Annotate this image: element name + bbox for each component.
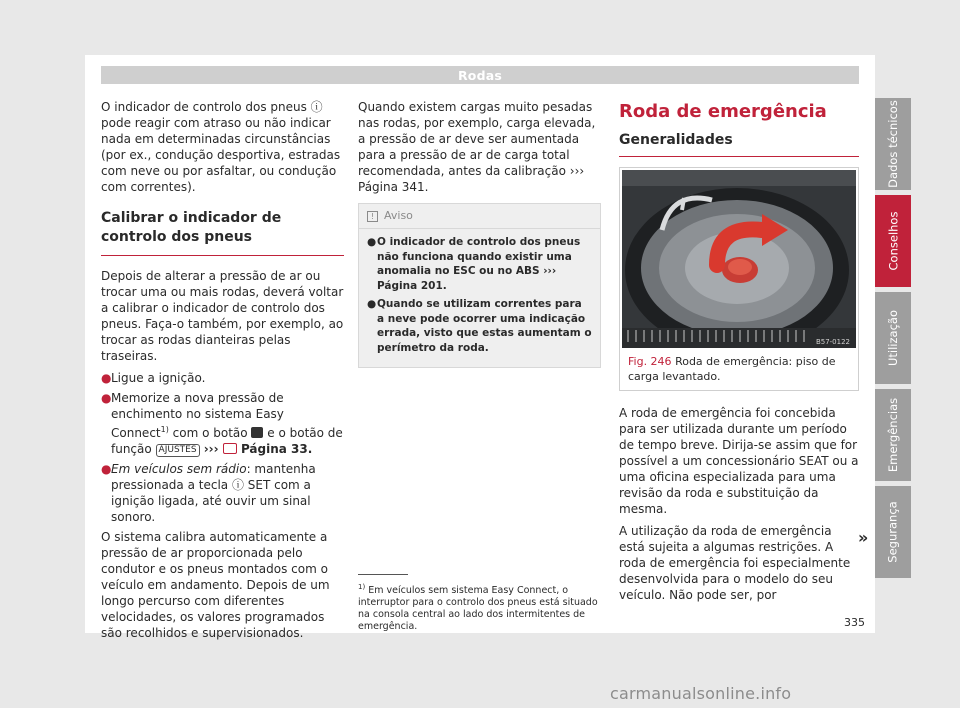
warning-icon: ! — [367, 211, 378, 222]
bullet-icon: ● — [101, 371, 112, 385]
footnote — [358, 581, 601, 633]
spare-wheel-photo — [622, 170, 856, 348]
figure-caption-text: Roda de emergência: piso de carga levantado. — [628, 355, 836, 383]
continue-marker: » — [858, 528, 869, 547]
book-icon — [223, 443, 237, 454]
warning-body — [359, 229, 600, 367]
ajustes-key: AJUSTES — [156, 444, 200, 457]
running-header — [101, 66, 859, 84]
warning-box — [358, 203, 601, 368]
paragraph-spare-intro: A roda de emergência foi concebida para ser utilizada durante um período de tempo breve. Dirija-se assim que for possível a um concessionário SEAT ou a uma oficina especializada para uma revisão da roda e substituição da mesma. — [619, 406, 859, 516]
car-button-icon — [251, 427, 263, 438]
bullet-icon: ● — [101, 462, 112, 476]
paragraph-spare-restrictions: A utilização da roda de emergência está sujeita a algumas restrições. A roda de emergência foi especialmente desenvolvida para o modelo do seu veículo. Não pode ser, por — [619, 524, 851, 602]
figure-label: Fig. 246 — [628, 355, 672, 368]
list-item: ● Ligue a ignição. — [101, 371, 206, 385]
list-item: ● Em veículos sem rádio: mantenha pressionada a tecla ⓘ SET com a ignição ligada, até ouvir um sinal sonoro. — [101, 462, 316, 524]
figure-code: B57-0122 — [815, 338, 850, 346]
list-item: ● Quando se utilizam correntes para a neve pode ocorrer uma indicação errada, visto que estas aumentam o perímetro da roda. — [367, 298, 592, 354]
bullet-icon: ● — [101, 391, 112, 405]
list-item: ● O indicador de controlo dos pneus não funciona quando existir uma anomalia no ESC ou no ABS ››› Página 201. — [367, 236, 581, 292]
paragraph-auto-calibrate: O sistema calibra automaticamente a pressão de ar proporcionada pelo condutor e os pneus montados com o veículo em andamento. Depois de um longo percurso com diferentes velocidades, os valores programados são recolhidos e supervisionados. — [101, 530, 330, 640]
warning-header — [359, 204, 600, 229]
footnote-ref[interactable]: 1) — [160, 425, 169, 434]
tab-emergencias[interactable]: Emergências — [875, 389, 911, 481]
running-header-title: Rodas — [457, 67, 503, 83]
page-link[interactable]: Página 33. — [236, 442, 313, 456]
tab-conselhos[interactable]: Conselhos — [875, 195, 911, 287]
figure-caption — [622, 348, 856, 388]
page-number: 335 — [844, 616, 865, 629]
spare-wheel-illustration — [622, 170, 856, 348]
warning-title: Aviso — [384, 209, 413, 222]
footnote-divider — [358, 574, 408, 575]
tab-utilizacao[interactable]: Utilização — [875, 292, 911, 384]
section-heading-calibrate: Calibrar o indicador de controlo dos pneus — [101, 209, 344, 256]
paragraph-intro: O indicador de controlo dos pneus ⓘ pode reagir com atraso ou não indicar nada em determinadas circunstâncias (por ex., condução desportiva, estradas com neve ou por asfaltar, ou condução com correntes). — [101, 100, 341, 194]
column-1 — [101, 99, 344, 647]
bullet-icon: ● — [367, 236, 377, 248]
paragraph-heavy-load: Quando existem cargas muito pesadas nas rodas, por exemplo, carga elevada, a pressão de ar deve ser aumentada para a pressão de ar de carga total recomendada, antes da calibração ››› Página 341. — [358, 100, 596, 194]
section-title: Roda de emergência — [619, 101, 827, 122]
column-2 — [358, 99, 601, 368]
footnote-text: Em veículos sem sistema Easy Connect, o interruptor para o controlo dos pneus está situado na consola central ao lado dos intermitentes de emergência. — [358, 585, 598, 633]
tab-dados-tecnicos[interactable]: Dados técnicos — [875, 98, 911, 190]
figure — [619, 167, 859, 391]
tab-seguranca[interactable]: Segurança — [875, 486, 911, 578]
column-3 — [619, 99, 859, 609]
section-subtitle: Generalidades — [619, 131, 859, 157]
bullet-icon: ● — [367, 298, 377, 310]
chapter-tabs — [875, 98, 911, 583]
list-item: ● Memorize a nova pressão de enchimento no sistema Easy Connect$^{1)}$ com o botão e o botão de função AJUSTES ››› Página 33. — [101, 391, 343, 456]
paragraph-calibrate: Depois de alterar a pressão de ar ou trocar uma ou mais rodas, deverá voltar a calibrar o indicador de controlo dos pneus. Faça-o também, por exemplo, ao trocar as rodas dianteiras pelas traseiras. — [101, 269, 344, 363]
watermark: carmanualsonline.info — [610, 684, 792, 703]
footnote-mark: 1) — [358, 583, 366, 591]
